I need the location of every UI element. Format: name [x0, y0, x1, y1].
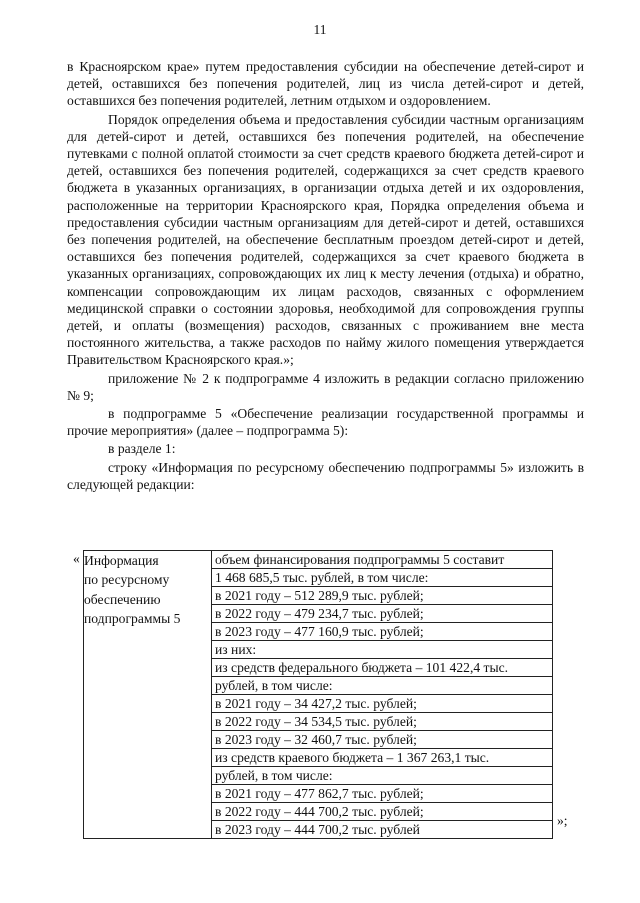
value-line: в 2021 году – 34 427,2 тыс. рублей;: [212, 695, 552, 713]
open-quote: «: [73, 551, 80, 566]
value-cell: [212, 551, 553, 839]
value-line: в 2022 году – 444 700,2 тыс. рублей;: [212, 803, 552, 821]
label-line: Информация: [84, 553, 159, 568]
paragraph-row-statement: строку «Информация по ресурсному обеспечению подпрограммы 5» изложить в следующей редакции:: [67, 459, 584, 492]
label-line: подпрограммы 5: [84, 611, 181, 627]
resource-table: [83, 550, 553, 839]
label-line: обеспечению: [84, 591, 161, 607]
document-body: [67, 58, 584, 493]
paragraph-procedure: Порядок определения объема и предоставления субсидии частным организациям для детей-сирот и детей, оставшихся без попечения родителей, на обеспечение путевками с полной оплатой стоимости за счет средств краевого бюджета детей-сирот и детей, оставшихся без попечения родителей, содержащихся за счет средств краевого бюджета в указанных организациях, в организации отдыха детей и их оздоровления, расположенные на территории Красноярского края, Порядка определения объема и предоставления субсидии частным организациям для детей-сирот и детей, оставшихся без попечения родителей, на обеспечение бесплатным проездом детей-сирот и детей, оставшихся без попечения родителей, содержащихся за счет краевого бюджета в указанных организациях, сопровождающих их лиц к месту лечения (отдыха) и обратно, компенсации сопровождающим их лицам расходов, связанных с оформлением медицинской справки о состоянии здоровья, необходимой для сопровождения группы детей, и оплаты (возмещения) расходов, связанных с проживанием вне места постоянного жительства, а также расходов по найму жилого помещения утверждается Правительством Красноярского края.»;: [67, 111, 584, 368]
paragraph-continuation: в Красноярском крае» путем предоставления субсидии на обеспечение детей-сирот и детей, оставшихся без попечения родителей, лиц из числа детей-сирот и детей, оставшихся без попечения родителей, летним отдыхом и оздоровлением.: [67, 59, 584, 109]
page-number: 11: [313, 22, 327, 37]
value-line: в 2021 году – 512 289,9 тыс. рублей;: [212, 587, 552, 605]
value-line: в 2023 году – 477 160,9 тыс. рублей;: [212, 623, 552, 641]
table-row: [84, 551, 553, 839]
close-quote: »;: [557, 813, 568, 828]
value-line: из средств краевого бюджета – 1 367 263,1 тыс.: [212, 749, 552, 767]
label-cell: [84, 551, 212, 839]
label-line: по ресурсному: [84, 572, 170, 588]
paragraph-section-1: в разделе 1:: [108, 441, 176, 457]
value-line: в 2023 году – 32 460,7 тыс. рублей;: [212, 731, 552, 749]
value-line: в 2022 году – 479 234,7 тыс. рублей;: [212, 605, 552, 623]
value-line: в 2021 году – 477 862,7 тыс. рублей;: [212, 785, 552, 803]
value-line: в 2023 году – 444 700,2 тыс. рублей: [215, 822, 420, 837]
value-line: рублей, в том числе:: [212, 767, 552, 785]
value-line: рублей, в том числе:: [212, 677, 552, 695]
value-line: объем финансирования подпрограммы 5 составит: [212, 551, 552, 569]
value-line: из них:: [212, 641, 552, 659]
paragraph-subprogram-5: в подпрограмме 5 «Обеспечение реализации государственной программы и прочие мероприятия» (далее – подпрограмма 5):: [67, 406, 584, 439]
value-line: в 2022 году – 34 534,5 тыс. рублей;: [212, 713, 552, 731]
value-line: 1 468 685,5 тыс. рублей, в том числе:: [212, 569, 552, 587]
value-line: из средств федерального бюджета – 101 422,4 тыс.: [212, 659, 552, 677]
paragraph-appendix: приложение № 2 к подпрограмме 4 изложить в редакции согласно приложению № 9;: [67, 370, 584, 403]
